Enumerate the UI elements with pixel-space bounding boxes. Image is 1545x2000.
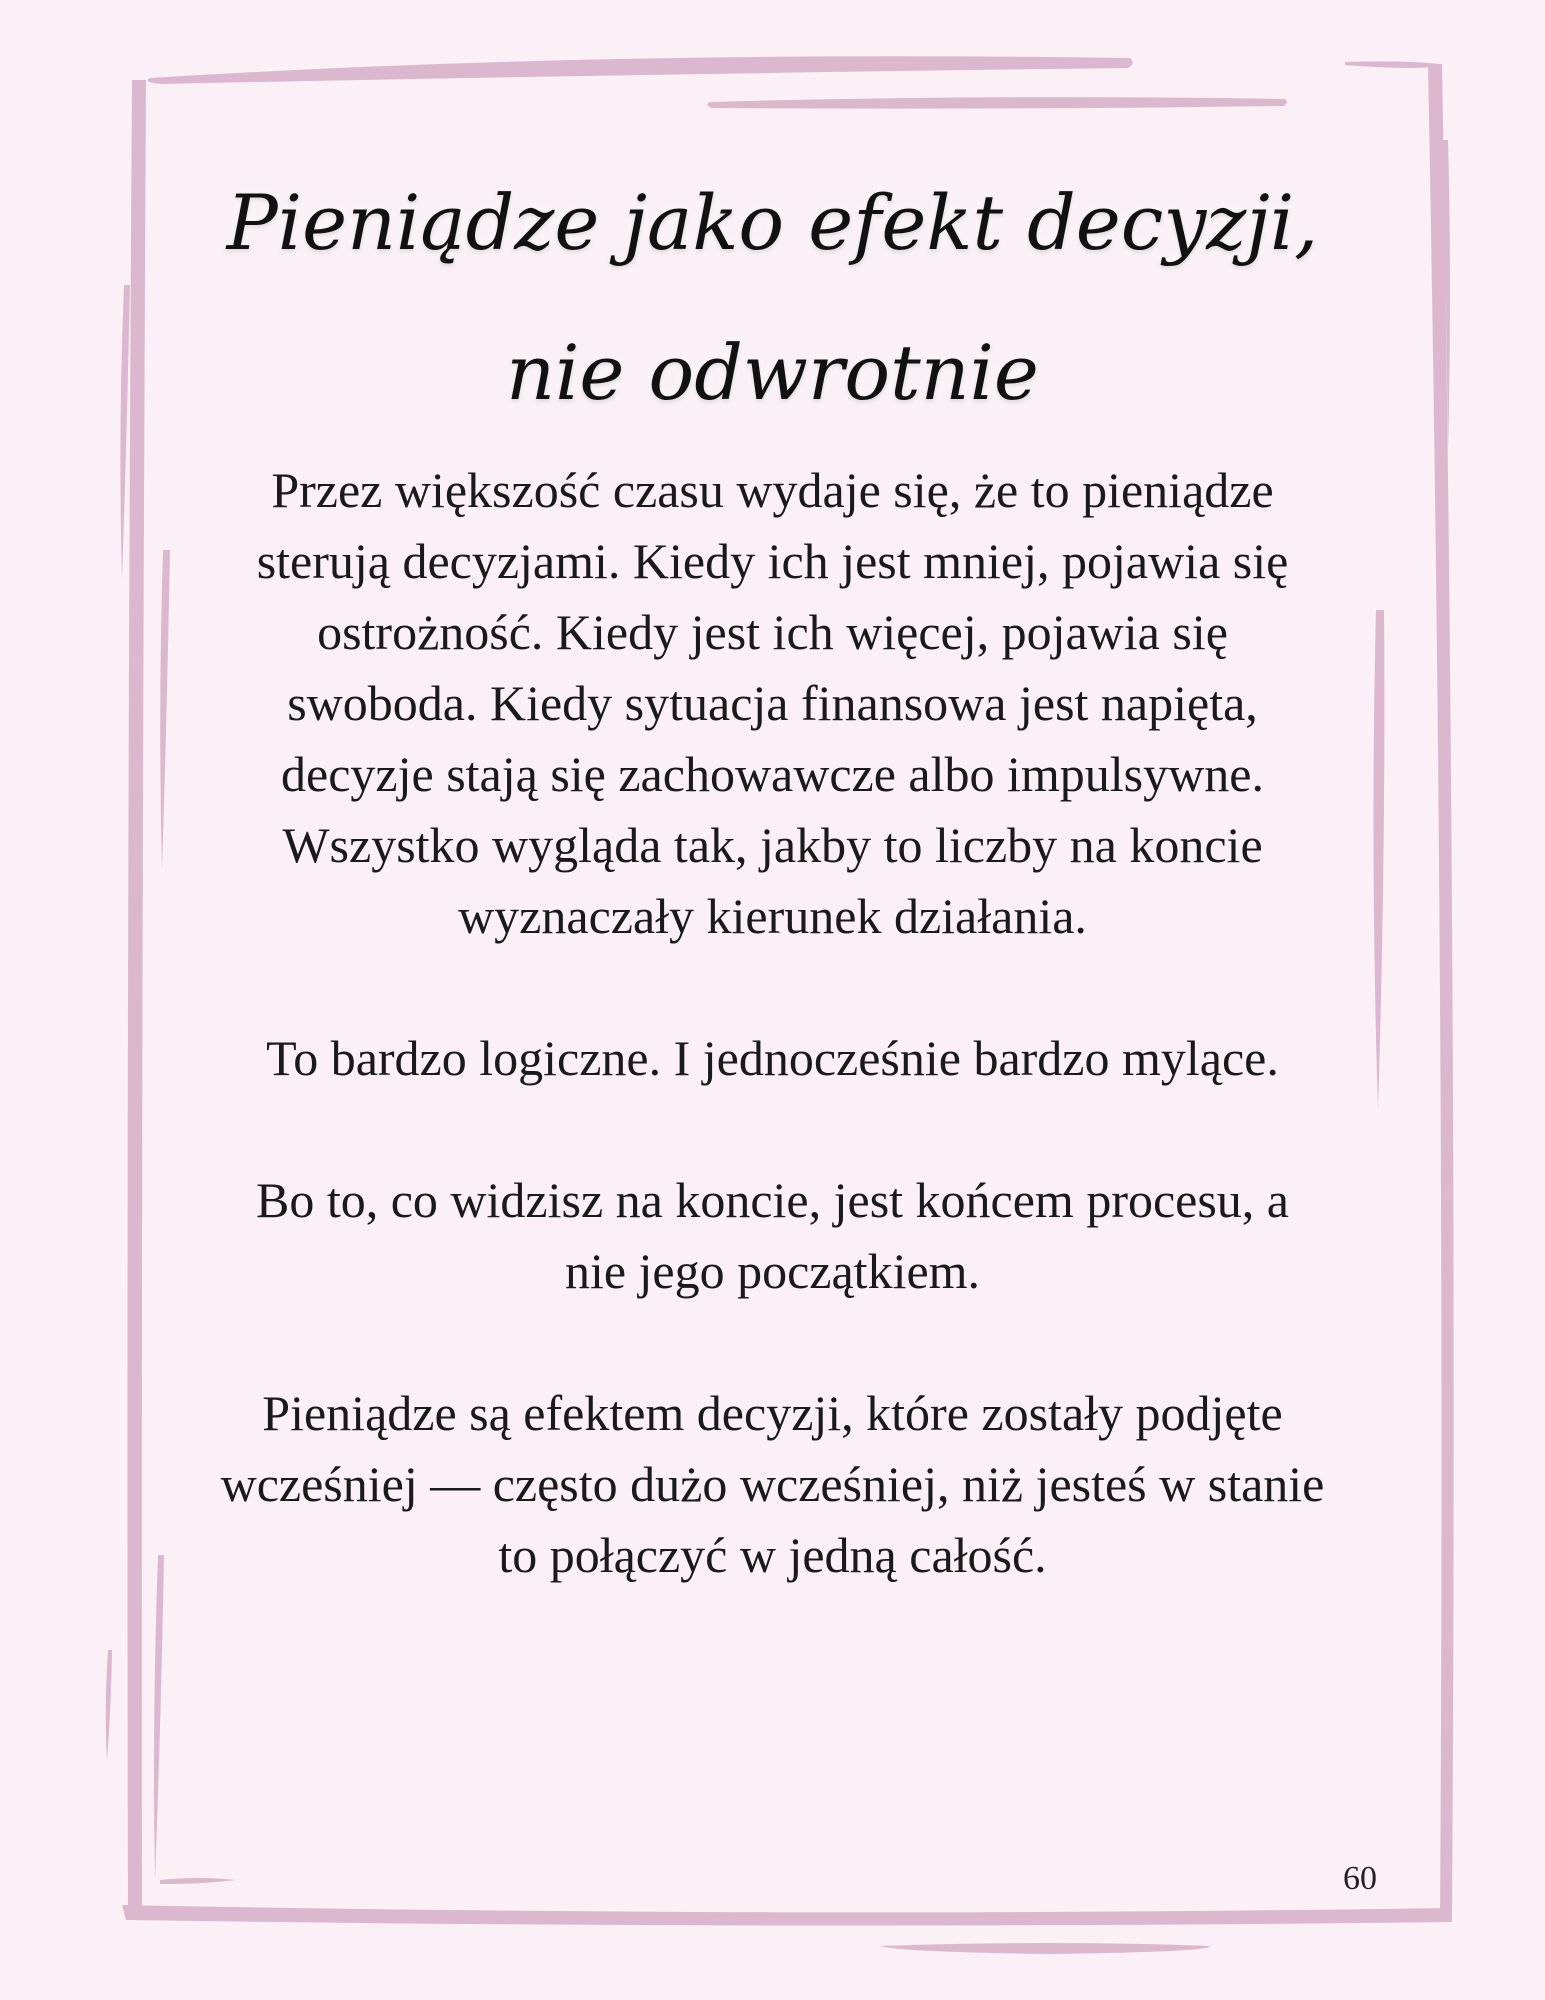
page-title: [160, 148, 1385, 448]
frame-stroke-bottom-2: [880, 1943, 1210, 1954]
page-number: 60: [1343, 1860, 1377, 1897]
frame-stroke-left-thin-2: [160, 550, 170, 870]
paragraph-3: Bo to, co widzisz na koncie, jest końcem procesu, a nie jego początkiem.: [255, 1172, 1290, 1299]
frame-stroke-left-thin-3: [154, 1555, 164, 1880]
frame-stroke-top-2: [707, 97, 1287, 109]
paragraph-4: Pieniądze są efektem decyzji, które zostały podjęte wcześniej — często dużo wcześniej, niż jesteś w stanie to połączyć w jedną całość.: [220, 1385, 1325, 1583]
paragraph-1: Przez większość czasu wydaje się, że to pieniądze sterują decyzjami. Kiedy ich jest mniej, pojawia się ostrożność. Kiedy jest ich więcej, pojawia się swoboda. Kiedy sytuacja finansowa jest napięta, decyzje stają się zachowawcze albo impulsywne. Wszystko wygląda tak, jakby to liczby na koncie wyznaczały kierunek działania.: [256, 462, 1289, 944]
frame-stroke-right: [1428, 64, 1454, 1920]
body-text: [220, 455, 1325, 1662]
frame-stroke-bottom: [122, 1905, 1452, 1926]
frame-stroke-top: [148, 56, 1133, 84]
frame-stroke-left: [128, 80, 147, 1920]
frame-stroke-right-thin-1: [1373, 610, 1384, 1110]
frame-stroke-left-thin-4: [106, 1650, 112, 1760]
frame-stroke-left-thin-1: [120, 285, 130, 580]
page-title-line-1: Pieniądze jako efekt decyzji,: [226, 178, 1319, 267]
frame-stroke-bottom-left: [160, 1878, 235, 1884]
frame-stroke-right-thin-2: [1442, 140, 1450, 450]
frame-stroke-top-right: [1345, 61, 1440, 68]
paragraph-2: To bardzo logiczne. I jednocześnie bardzo mylące.: [266, 1030, 1279, 1086]
page-title-line-2: nie odwrotnie: [506, 328, 1039, 417]
